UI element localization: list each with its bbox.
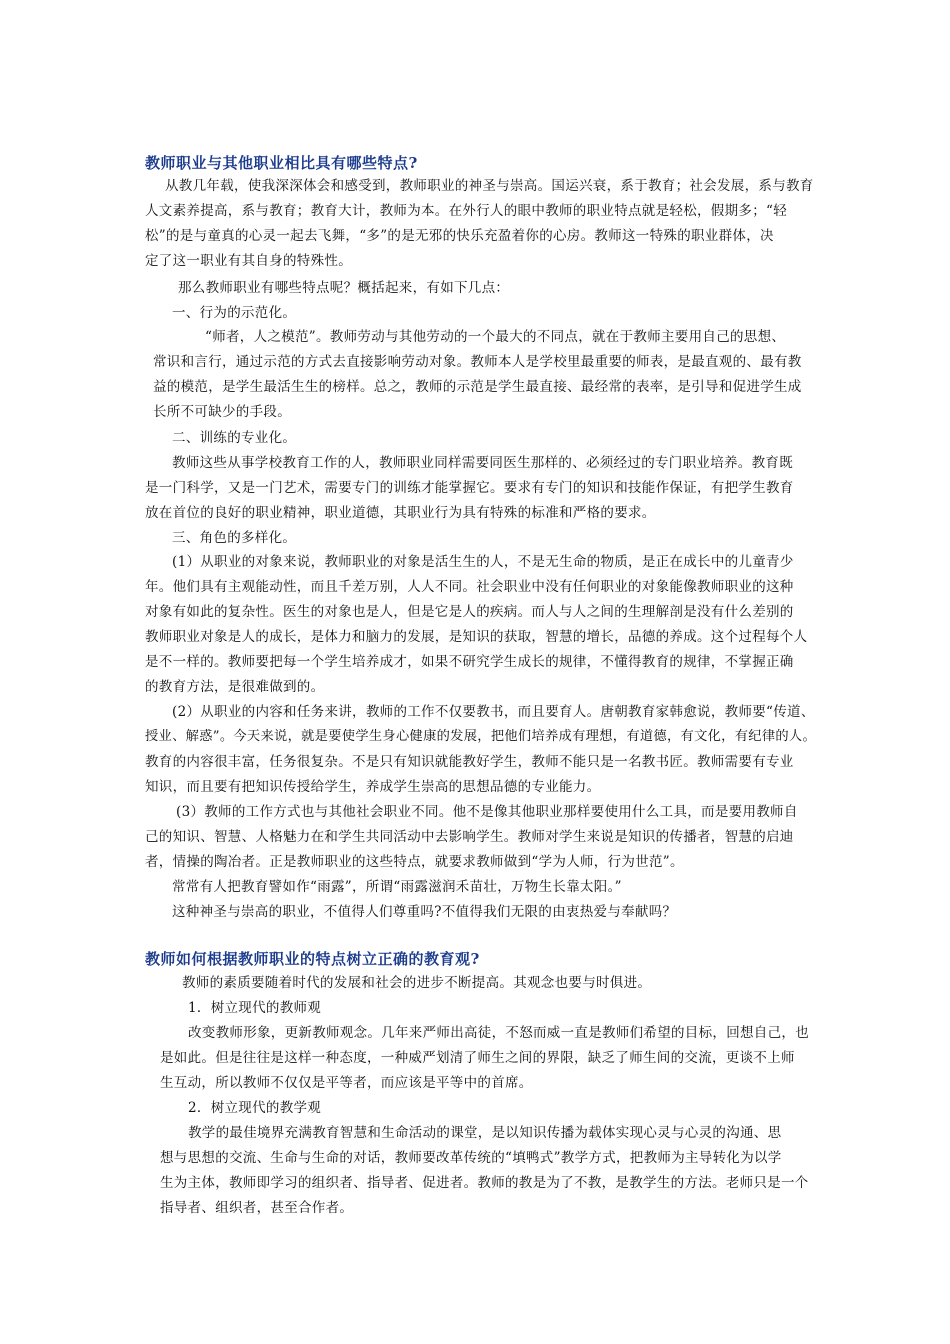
body-line: 知识，而且要有把知识传授给学生，养成学生崇高的思想品德的专业能力。 xyxy=(145,779,601,795)
body-line: 2．树立现代的教学观 xyxy=(188,1100,322,1116)
body-line: 教育的内容很丰富，任务很复杂。不是只有知识就能教好学生，教师不能只是一名教书匠。教师需要有专业 xyxy=(145,754,794,770)
body-line: 是如此。但是往往是这样一种态度，一种威严划清了师生之间的界限，缺乏了师生间的交流，更谈不上师 xyxy=(160,1050,795,1066)
body-line: (3）教师的工作方式也与其他社会职业不同。他不是像其他职业那样要使用什么工具，而是要用教师自 xyxy=(176,804,798,820)
body-line: 放在首位的良好的职业精神，职业道德，其职业行为具有特殊的标准和严格的要求。 xyxy=(145,505,656,521)
body-line: 教师职业对象是人的成长，是体力和脑力的发展，是知识的获取，智慧的增长，品德的养成。这个过程每个人 xyxy=(145,629,808,645)
body-line: 益的模范，是学生最活生生的榜样。总之，教师的示范是学生最直接、最经常的表率，是引导和促进学生成 xyxy=(153,379,802,395)
body-line: 生互动，所以教师不仅仅是平等者，而应该是平等中的首席。 xyxy=(160,1075,533,1091)
body-line: 是不一样的。教师要把每一个学生培养成才，如果不研究学生成长的规律，不懂得教育的规律，不掌握正确 xyxy=(145,654,794,670)
body-line: 常识和言行，通过示范的方式去直接影响劳动对象。教师本人是学校里最重要的师表，是最直观的、最有教 xyxy=(153,354,802,370)
body-line: 的教育方法，是很难做到的。 xyxy=(145,679,325,695)
body-line: 生为主体，教师即学习的组织者、指导者、促进者。教师的教是为了不教，是教学生的方法。老师只是一个 xyxy=(160,1175,809,1191)
body-line: 人文素养提高，系与教育；教育大计，教师为本。在外行人的眼中教师的职业特点就是轻松，假期多；“轻 xyxy=(145,203,787,219)
body-line: (2）从职业的内容和任务来讲，教师的工作不仅要教书，而且要育人。唐朝教育家韩愈说，教师要“传道、 xyxy=(172,704,815,720)
body-line: 者，情操的陶冶者。正是教师职业的这些特点，就要求教师做到“学为人师，行为世范”。 xyxy=(145,854,684,870)
body-line: 长所不可缺少的手段。 xyxy=(153,404,291,420)
body-line: 己的知识、智慧、人格魅力在和学生共同活动中去影响学生。教师对学生来说是知识的传播者，智慧的启迪 xyxy=(145,829,794,845)
body-line: 1．树立现代的教师观 xyxy=(188,1000,322,1016)
body-line: 这种神圣与崇高的职业，不值得人们尊重吗?不值得我们无限的由衷热爱与奉献吗？ xyxy=(172,904,677,920)
body-line: 教学的最佳境界充满教育智慧和生命活动的课堂，是以知识传播为载体实现心灵与心灵的沟通、思 xyxy=(188,1125,782,1141)
body-line: 二、训练的专业化。 xyxy=(172,430,297,446)
body-line: 是一门科学，又是一门艺术，需要专门的训练才能掌握它。要求有专门的知识和技能作保证，有把学生教育 xyxy=(145,480,794,496)
body-line: 三、角色的多样化。 xyxy=(172,530,297,546)
body-line: 改变教师形象，更新教师观念。几年来严师出高徒，不怒而威一直是教师们希望的目标，回想自己，也 xyxy=(188,1025,809,1041)
body-line: 教师这些从事学校教育工作的人，教师职业同样需要同医生那样的、必须经过的专门职业培养。教育既 xyxy=(172,455,793,471)
body-line: 常常有人把教育譬如作“雨露”，所谓“雨露滋润禾苗壮，万物生长靠太阳。” xyxy=(172,879,622,895)
body-line: “师者，人之模范”。教师劳动与其他劳动的一个最大的不同点，就在于教师主要用自己的思想、 xyxy=(205,329,786,345)
body-line: 指导者、组织者，甚至合作者。 xyxy=(160,1200,354,1216)
section1-title: 教师职业与其他职业相比具有哪些特点? xyxy=(145,154,418,172)
body-line: 那么教师职业有哪些特点呢？概括起来，有如下几点： xyxy=(178,280,510,296)
body-line: (1）从职业的对象来说，教师职业的对象是活生生的人，不是无生命的物质，是正在成长中的儿童青少 xyxy=(172,554,794,570)
body-line: 一、行为的示范化。 xyxy=(172,305,297,321)
section2-title: 教师如何根据教师职业的特点树立正确的教育观? xyxy=(145,950,480,968)
body-line: 授业、解惑”。今天来说，就是要使学生身心健康的发展，把他们培养成有理想，有道德，有文化，有纪律的人。 xyxy=(145,729,817,744)
body-line: 教师的素质要随着时代的发展和社会的进步不断提高。其观念也要与时俱进。 xyxy=(182,975,652,991)
body-line: 对象有如此的复杂性。医生的对象也是人，但是它是人的疾病。而人与人之间的生理解剖是没有什么差别的 xyxy=(145,604,794,620)
body-line: 从教几年载，使我深深体会和感受到，教师职业的神圣与崇高。国运兴衰，系于教育；社会发展，系与教育 xyxy=(165,178,814,194)
body-line: 年。他们具有主观能动性，而且千差万别，人人不同。社会职业中没有任何职业的对象能像教师职业的这种 xyxy=(145,579,794,595)
body-line: 松”的是与童真的心灵一起去飞舞，“多”的是无邪的快乐充盈着你的心房。教师这一特殊的职业群体，决 xyxy=(145,228,774,244)
body-line: 想与思想的交流、生命与生命的对话，教师要改革传统的“填鸭式”教学方式，把教师为主导转化为以学 xyxy=(160,1150,782,1166)
body-line: 定了这一职业有其自身的特殊性。 xyxy=(145,253,352,269)
